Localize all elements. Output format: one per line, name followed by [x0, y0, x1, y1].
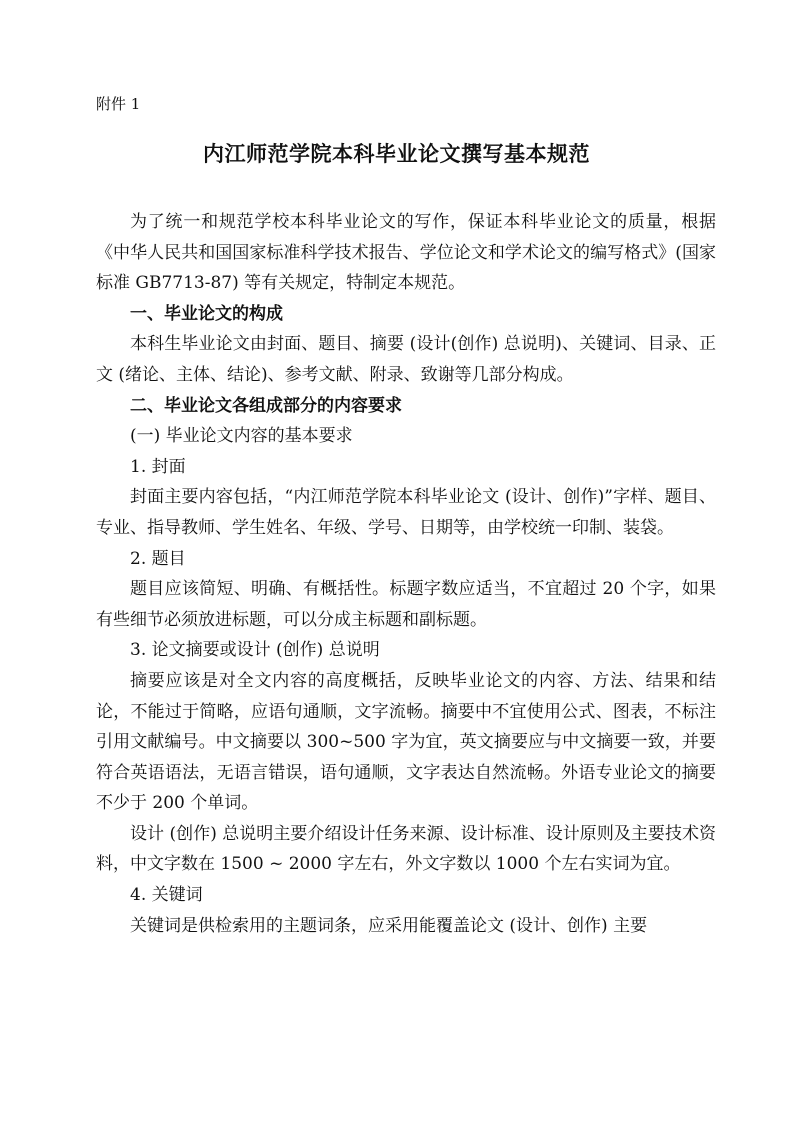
attachment-label: 附件 1	[96, 95, 141, 113]
item-4-paragraph: 关键词是供检索用的主题词条，应采用能覆盖论文 (设计、创作) 主要	[130, 915, 648, 936]
section-2-subheading: (一) 毕业论文内容的基本要求	[130, 426, 353, 447]
document-body	[96, 207, 716, 941]
item-4-title: 4. 关键词	[130, 885, 203, 906]
section-1-paragraph: 本科生毕业论文由封面、题目、摘要 (设计(创作) 总说明)、关键词、目录、正文 (绪论、主体、结论)、参考文献、附录、致谢等几部分构成。	[96, 334, 716, 385]
item-2-title: 2. 题目	[130, 548, 186, 569]
item-1-paragraph: 封面主要内容包括，“内江师范学院本科毕业论文 (设计、创作)”字样、题目、专业、指导教师、学生姓名、年级、学号、日期等，由学校统一印制、装袋。	[96, 487, 716, 538]
item-3-paragraph-abstract: 摘要应该是对全文内容的高度概括，反映毕业论文的内容、方法、结果和结论，不能过于简略，应语句通顺，文字流畅。摘要中不宜使用公式、图表，不标注引用文献编号。中文摘要以 300~500 字为宜，英文摘要应与中文摘要一致，并要符合英语语法，无语言错误，语句通顺，文字表达自然流畅。外语专业论文的摘要不少于 200 个单词。	[96, 670, 716, 814]
intro-paragraph: 为了统一和规范学校本科毕业论文的写作，保证本科毕业论文的质量，根据《中华人民共和国国家标准科学技术报告、学位论文和学术论文的编写格式》(国家标准 GB7713-87) 等有关规定，特制定本规范。	[96, 212, 716, 294]
item-3-title: 3. 论文摘要或设计 (创作) 总说明	[130, 640, 380, 661]
section-1-heading: 一、毕业论文的构成	[130, 303, 283, 324]
document-title: 内江师范学院本科毕业论文撰写基本规范	[203, 141, 590, 166]
item-2-paragraph: 题目应该简短、明确、有概括性。标题字数应适当，不宜超过 20 个字，如果有些细节必须放进标题，可以分成主标题和副标题。	[96, 579, 716, 630]
item-1-title: 1. 封面	[130, 456, 186, 477]
item-3-paragraph-design: 设计 (创作) 总说明主要介绍设计任务来源、设计标准、设计原则及主要技术资料，中文字数在 1500 ~ 2000 字左右，外文字数以 1000 个左右实词为宜。	[96, 823, 716, 875]
section-2-heading: 二、毕业论文各组成部分的内容要求	[130, 395, 402, 416]
